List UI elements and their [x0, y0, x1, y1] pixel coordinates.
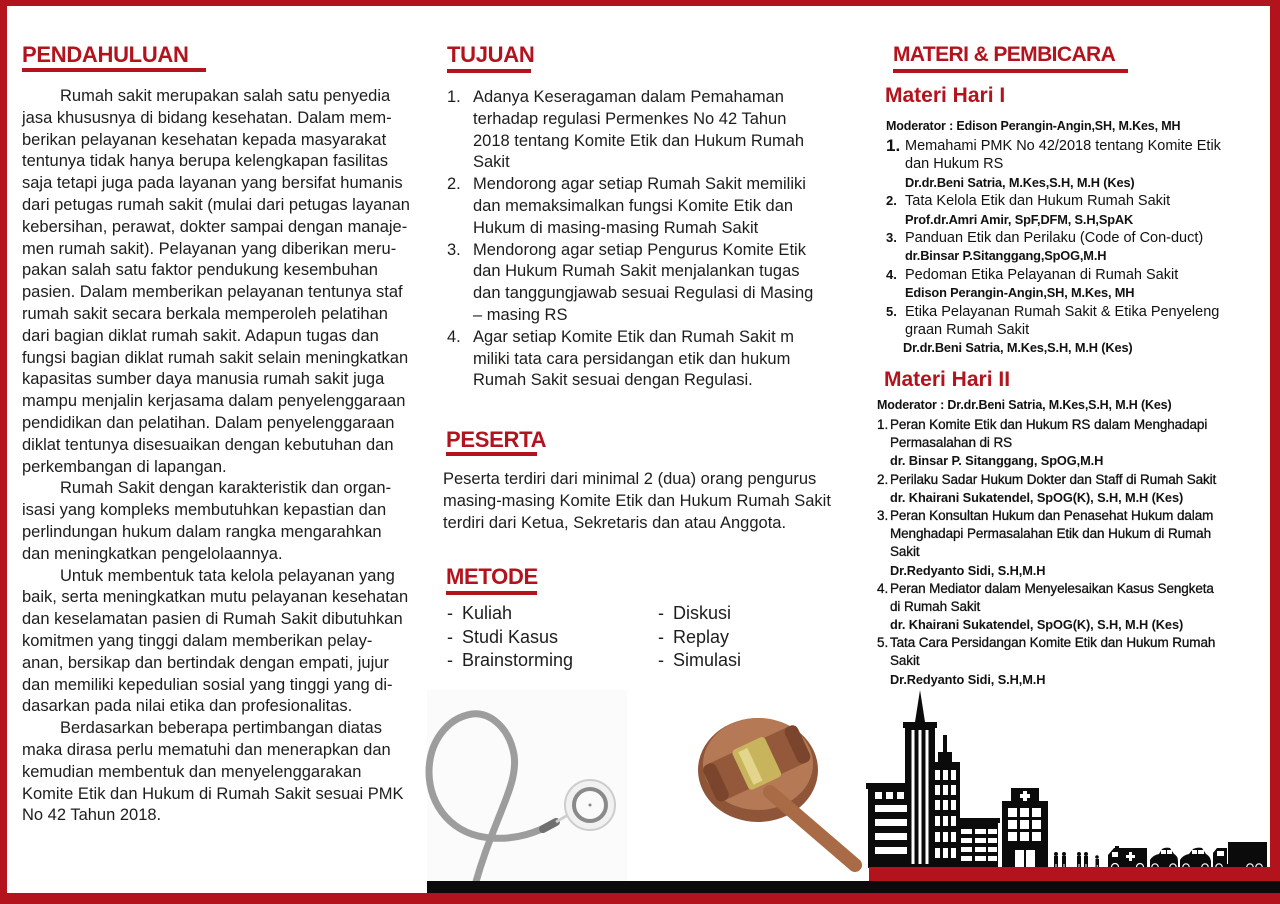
text-line: jasa khususnya di bidang kesehatan. Dalam mem-: [22, 108, 392, 127]
session-topic: Memahami PMK No 42/2018 tentang Komite Etik: [905, 138, 1221, 154]
text-line: baik, serta meningkatkan mutu pelayanan kesehatan: [22, 588, 409, 607]
session-item: [886, 266, 1221, 303]
text-line: dan memiliki kepedulian sosial yang tinggi yang di-: [22, 675, 393, 694]
paragraph-2: [22, 478, 410, 565]
session-item: [886, 137, 1221, 192]
text-line: 2018 tentang Komite Etik dan Hukum Rumah: [473, 131, 805, 150]
pendahuluan-body: [22, 86, 410, 827]
metode-item: [658, 649, 741, 673]
text-line: dan meningkatkan pengelolaannya.: [22, 544, 283, 563]
top-border: [0, 0, 1280, 6]
session-speaker: Dr.dr.Beni Satria, M.Kes,S.H, M.H (Kes): [903, 340, 1133, 356]
text-line: pasien. Dalam memberikan pelayanan tentunya staf: [22, 283, 403, 302]
text-line: Mendorong agar setiap Rumah Sakit memiliki: [473, 175, 806, 194]
text-line: men rumah sakit). Pelayanan yang diberikan meru-: [22, 239, 397, 258]
text-line: Mendorong agar setiap Pengurus Komite Etik: [473, 240, 806, 259]
session-topic: Menghadapi Permasalahan Etik dan Hukum di Rumah: [890, 526, 1211, 542]
text-line: perlindungan hukum dalam rangka mengarahkan: [22, 522, 382, 541]
session-topic: Sakit: [890, 544, 920, 560]
text-line: Rumah sakit merupakan salah satu penyedia: [60, 87, 391, 105]
session-topic: Peran Komite Etik dan Hukum RS dalam Menghadapi: [890, 417, 1208, 432]
skyline-ground-band: [869, 867, 1280, 882]
text-line: rumah sakit secara berkala memperoleh pelatihan: [22, 304, 388, 323]
session-number: 5.: [886, 303, 897, 319]
text-line: Hukum di masing-masing Rumah Sakit: [473, 218, 759, 237]
tujuan-underline: [447, 69, 531, 73]
session-number: 5.: [877, 635, 889, 651]
text-line: – masing RS: [473, 305, 568, 324]
text-line: berikan pelayanan kesehatan kepada masyarakat: [22, 130, 387, 149]
text-line: anan, bersikap dan bertindak dengan empati, jujur: [22, 653, 389, 672]
metode-label: Simulasi: [673, 650, 742, 670]
session-speaker: Edison Perangin-Angin,SH, M.Kes, MH: [905, 285, 1135, 301]
session-speaker: dr. Khairani Sukatendel, SpOG(K), S.H, M.H (Kes): [890, 489, 1184, 505]
session-speaker: Prof.dr.Amri Amir, SpF,DFM, S.H,SpAK: [905, 211, 1134, 227]
session-item: [886, 229, 1221, 266]
text-line: tentunya tidak hanya berupa kelengkapan fasilitas: [22, 152, 389, 171]
right-border: [1270, 0, 1280, 882]
session-topic: Sakit: [890, 653, 920, 669]
text-line: dan tanggungjawab sesuai Regulasi di Masing: [473, 284, 814, 303]
metode-column-1: [447, 602, 573, 673]
text-line: Adanya Keseragaman dalam Pemahaman: [473, 88, 784, 106]
metode-label: Studi Kasus: [462, 626, 559, 647]
peserta-underline: [446, 452, 537, 456]
paragraph-3: [22, 566, 410, 719]
session-number: 4.: [877, 580, 889, 596]
text-line: Rumah Sakit sesuai dengan Regulasi.: [473, 371, 753, 390]
session-speaker: dr. Binsar P. Sitanggang, SpOG,M.H: [890, 453, 1104, 469]
session-topic: Tata Cara Persidangan Komite Etik dan Hukum Rumah: [890, 635, 1216, 651]
text-line: dan memaksimalkan fungsi Komite Etik dan: [473, 196, 794, 215]
text-line: kapasitas sumber daya manusia rumah sakit juga: [22, 370, 385, 389]
metode-item: [447, 602, 573, 626]
metode-label: Brainstorming: [462, 650, 574, 670]
text-line: maka dirasa perlu mematuhi dan menerapkan dan: [22, 740, 391, 759]
bullet-dash: -: [447, 650, 453, 670]
session-topic: graan Rumah Sakit: [905, 321, 1030, 338]
day-1-title: Materi Hari I: [885, 84, 1006, 107]
text-line: Agar setiap Komite Etik dan Rumah Sakit m: [473, 327, 794, 346]
session-number: 4.: [886, 266, 897, 282]
text-line: Komite Etik dan Hukum di Rumah Sakit sesuai PMK: [22, 784, 404, 803]
session-item: [877, 471, 1216, 507]
text-line: Sakit: [473, 153, 510, 172]
text-line: mampu menjalin kerjasama dalam penyelenggaraan: [22, 392, 406, 411]
session-speaker: dr. Khairani Sukatendel, SpOG(K), S.H, M.H (Kes): [890, 617, 1184, 633]
text-line: kemudian membentuk dan menyelenggarakan: [22, 762, 362, 781]
day-1-sessions: [886, 137, 1221, 358]
day-1-moderator: Moderator : Edison Perangin-Angin,SH, M.Kes, MH: [886, 119, 1181, 133]
text-line: pakan salah satu faktor pendukung kesembuhan: [22, 261, 378, 280]
day-2-title: Materi Hari II: [884, 368, 1011, 391]
session-speaker: dr.Binsar P.Sitanggang,SpOG,M.H: [905, 248, 1107, 264]
left-border: [0, 0, 7, 904]
text-line: dan Hukum Rumah Sakit menjalankan tugas: [473, 262, 800, 281]
bullet-dash: -: [658, 650, 664, 670]
stethoscope-image: [427, 690, 627, 882]
session-item: [877, 507, 1216, 580]
peserta-body: [443, 469, 831, 534]
session-number: 1.: [877, 417, 889, 432]
text-line: Berdasarkan beberapa pertimbangan diatas: [60, 719, 382, 738]
session-topic: Perilaku Sadar Hukum Dokter dan Staff di Rumah Sakit: [890, 471, 1217, 487]
text-line: terdiri dari Ketua, Sekretaris dan atau Anggota.: [443, 513, 787, 532]
metode-item: [447, 649, 573, 673]
session-topic: Peran Mediator dalam Menyelesaikan Kasus Sengketa: [890, 580, 1214, 596]
text-line: diklat tentunya disesuaikan dengan kebutuhan dan: [22, 435, 394, 454]
tujuan-item-1: [447, 87, 813, 174]
session-topic: di Rumah Sakit: [890, 598, 981, 614]
pendahuluan-heading: PENDAHULUAN: [22, 42, 189, 67]
text-line: kebersihan, perawat, dokter sampai dengan manaje-: [22, 217, 408, 236]
metode-heading: METODE: [446, 564, 538, 589]
text-line: miliki tata cara persidangan etik dan hukum: [473, 349, 791, 368]
session-topic: Etika Pelayanan Rumah Sakit & Etika Penyeleng: [905, 303, 1220, 320]
text-line: perkembangan di lapangan.: [22, 457, 227, 476]
metode-item: [658, 626, 741, 650]
session-speaker: Dr.dr.Beni Satria, M.Kes,S.H, M.H (Kes): [905, 174, 1135, 190]
session-topic: Pedoman Etika Pelayanan di Rumah Sakit: [905, 266, 1179, 283]
peserta-heading: PESERTA: [446, 427, 547, 452]
bullet-dash: -: [658, 603, 664, 623]
session-item: [886, 192, 1221, 229]
text-line: dari petugas rumah sakit (mulai dari petugas layanan: [22, 195, 410, 214]
metode-item: [447, 626, 573, 650]
session-item: [877, 580, 1216, 635]
metode-item: [658, 602, 741, 626]
list-number: 2.: [447, 175, 461, 194]
session-topic: Permasalahan di RS: [890, 435, 1013, 451]
list-number: 3.: [447, 240, 461, 259]
text-line: komitmen yang tinggi dalam memberikan pelay-: [22, 631, 373, 650]
session-item: [886, 303, 1221, 358]
session-topic: Peran Konsultan Hukum dan Penasehat Hukum dalam: [890, 507, 1214, 523]
session-topic: Panduan Etik dan Perilaku (Code of Con-duct): [905, 229, 1204, 246]
tujuan-item-3: [447, 240, 813, 327]
bullet-dash: -: [447, 603, 453, 623]
session-number: 2.: [886, 193, 897, 209]
metode-label: Kuliah: [462, 603, 513, 623]
text-line: masing-masing Komite Etik dan Hukum Rumah Sakit: [443, 491, 831, 510]
text-line: Untuk membentuk tata kelola pelayanan yang: [60, 566, 395, 585]
black-footer-bar: [427, 881, 1280, 893]
paragraph-1: [22, 86, 410, 478]
text-line: fungsi bagian diklat rumah sakit selain meningkatkan: [22, 348, 409, 367]
session-speaker: Dr.Redyanto Sidi, S.H,M.H: [890, 562, 1046, 578]
day-2-sessions: [877, 416, 1216, 689]
text-line: No 42 Tahun 2018.: [22, 806, 162, 825]
text-line: saja tetapi juga pada layanan yang bersifat humanis: [22, 174, 403, 193]
session-topic: Tata Kelola Etik dan Hukum Rumah Sakit: [905, 193, 1171, 210]
text-line: dasarkan pada nilai etika dan profesionalitas.: [22, 697, 353, 716]
city-skyline-image: [865, 688, 1270, 868]
bullet-dash: -: [447, 626, 453, 647]
bottom-border: [0, 893, 1280, 904]
text-line: isasi yang kompleks membutuhkan kepastian dan: [22, 501, 387, 520]
session-number: 3.: [877, 507, 889, 523]
session-number: 3.: [886, 229, 897, 245]
text-line: Peserta terdiri dari minimal 2 (dua) orang pengurus: [443, 470, 817, 488]
text-line: pendidikan dan pelatihan. Dalam penyelenggaraan: [22, 413, 395, 432]
metode-underline: [446, 591, 537, 595]
pendahuluan-underline: [22, 68, 206, 72]
session-item: [877, 416, 1216, 471]
text-line: dan keselamatan pasien di Rumah Sakit dibutuhkan: [22, 610, 403, 629]
tujuan-item-4: [447, 327, 813, 392]
session-number: 2.: [877, 471, 889, 487]
metode-label: Diskusi: [673, 603, 732, 623]
session-speaker: Dr.Redyanto Sidi, S.H,M.H: [890, 671, 1046, 687]
session-item: [877, 634, 1216, 689]
day-2-moderator: Moderator : Dr.dr.Beni Satria, M.Kes,S.H, M.H (Kes): [877, 398, 1172, 412]
metode-column-2: [658, 602, 741, 673]
bullet-dash: -: [658, 626, 664, 647]
list-number: 1.: [447, 88, 461, 106]
metode-label: Replay: [673, 626, 730, 647]
list-number: 4.: [447, 327, 461, 346]
text-line: Rumah Sakit dengan karakteristik dan organ-: [60, 479, 392, 498]
text-line: dari bagian diklat rumah sakit. Adapun tugas dan: [22, 326, 379, 345]
materi-underline: [893, 69, 1128, 73]
session-topic: dan Hukum RS: [905, 156, 1004, 173]
materi-heading: MATERI & PEMBICARA: [893, 43, 1116, 66]
paragraph-4: [22, 718, 410, 827]
tujuan-heading: TUJUAN: [447, 42, 535, 67]
tujuan-item-2: [447, 174, 813, 239]
judge-gavel-image: [690, 700, 860, 870]
text-line: terhadap regulasi Permenkes No 42 Tahun: [473, 109, 787, 128]
session-number: 1.: [886, 136, 901, 155]
tujuan-list: [447, 87, 813, 392]
